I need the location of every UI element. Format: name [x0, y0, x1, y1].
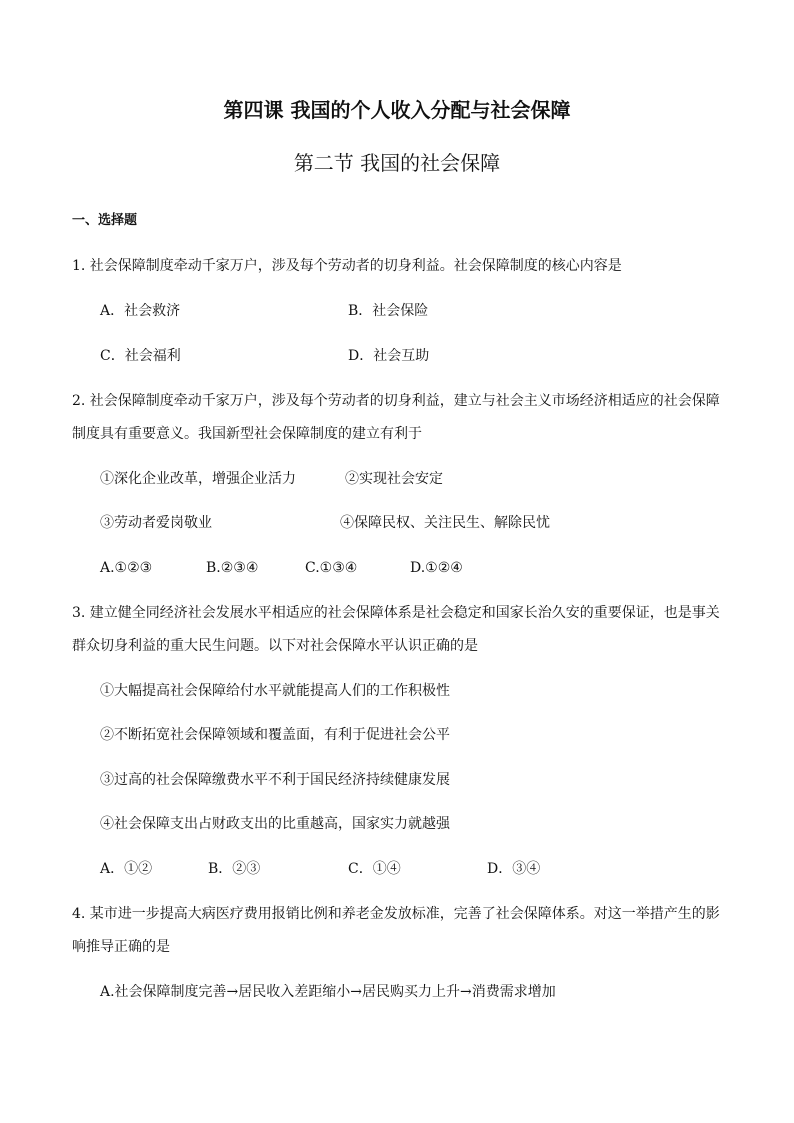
question-2-option-b: B.②③④: [206, 560, 259, 576]
question-3-option-d: D．③④: [487, 861, 541, 877]
section-subtitle: 第二节 我国的社会保障: [293, 151, 501, 175]
question-2-statement-4: ④保障民权、关注民生、解除民忧: [340, 515, 550, 531]
question-1-option-a: A．社会救济: [100, 303, 181, 319]
question-2-stem-line-1: 2. 社会保障制度牵动千家万户，涉及每个劳动者的切身利益，建立与社会主义市场经济相适应的社会保障: [72, 393, 720, 409]
question-3-statement-2: ②不断拓宽社会保障领域和覆盖面，有利于促进社会公平: [100, 727, 450, 743]
question-2-option-a: A.①②③: [100, 560, 153, 576]
question-4-stem-line-1: 4. 某市进一步提高大病医疗费用报销比例和养老金发放标准，完善了社会保障体系。对这一举措产生的影: [72, 906, 720, 922]
question-1-option-c: C．社会福利: [100, 348, 181, 364]
question-2-option-d: D.①②④: [410, 560, 463, 576]
question-3-option-c: C．①④: [348, 861, 401, 877]
question-2-option-c: C.①③④: [305, 560, 358, 576]
question-2-statement-3: ③劳动者爱岗敬业: [100, 515, 212, 531]
lesson-title: 第四课 我国的个人收入分配与社会保障: [223, 98, 571, 122]
question-3-option-b: B．②③: [208, 861, 261, 877]
question-2-stem-line-2: 制度具有重要意义。我国新型社会保障制度的建立有利于: [72, 426, 422, 442]
question-3-stem-line-1: 3. 建立健全同经济社会发展水平相适应的社会保障体系是社会稳定和国家长治久安的重要保证，也是事关: [72, 605, 720, 621]
question-1-option-b: B．社会保险: [348, 303, 429, 319]
question-1-stem: 1. 社会保障制度牵动千家万户，涉及每个劳动者的切身利益。社会保障制度的核心内容是: [72, 258, 622, 274]
section-heading: 一、选择题: [72, 213, 138, 228]
question-2-statement-2: ②实现社会安定: [345, 471, 443, 487]
question-4-option-a: A.社会保障制度完善→居民收入差距缩小→居民购买力上升→消费需求增加: [100, 984, 556, 1000]
question-3-option-a: A．①②: [100, 861, 153, 877]
question-2-statement-1: ①深化企业改革，增强企业活力: [100, 471, 296, 487]
question-3-statement-3: ③过高的社会保障缴费水平不利于国民经济持续健康发展: [100, 772, 450, 788]
question-3-stem-line-2: 群众切身利益的重大民生问题。以下对社会保障水平认识正确的是: [72, 638, 478, 654]
question-4-stem-line-2: 响推导正确的是: [72, 939, 170, 955]
question-1-option-d: D．社会互助: [348, 348, 430, 364]
question-3-statement-4: ④社会保障支出占财政支出的比重越高，国家实力就越强: [100, 816, 450, 832]
question-3-statement-1: ①大幅提高社会保障给付水平就能提高人们的工作积极性: [100, 683, 450, 699]
